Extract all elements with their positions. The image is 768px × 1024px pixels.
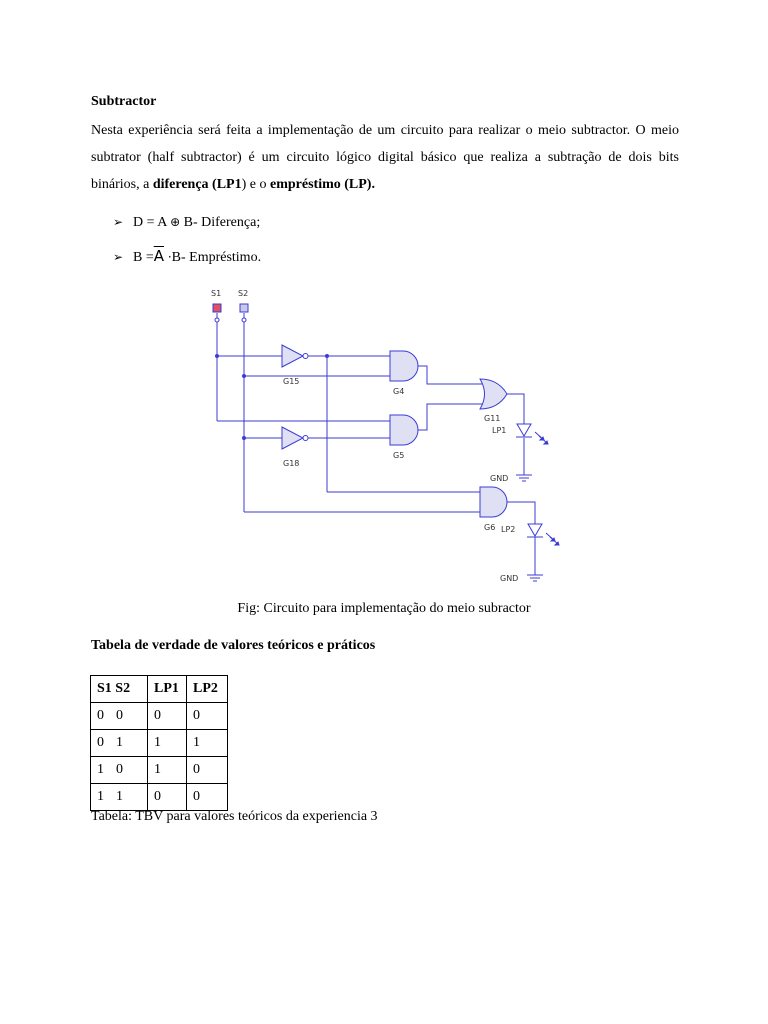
- ground-icon: [527, 575, 543, 581]
- and-dot: ·: [164, 250, 172, 264]
- header-lp1: LP1: [148, 676, 187, 703]
- cell-s1: 1: [97, 762, 104, 777]
- led-lp2-icon: [527, 524, 559, 545]
- or-gate-g11: [480, 379, 507, 409]
- paragraph-text-2: ) e o: [241, 177, 270, 192]
- label-lp1: LP1: [492, 426, 507, 435]
- cell-lp2: 0: [187, 784, 228, 811]
- label-g6: G6: [484, 523, 496, 532]
- truth-table: [90, 675, 228, 811]
- figure-caption: Fig: Circuito para implementação do meio subractor: [237, 601, 531, 616]
- and-gate-g4: [390, 351, 418, 381]
- cell-lp2: 1: [187, 730, 228, 757]
- switch-s2[interactable]: [240, 304, 248, 312]
- cell-s1: 0: [97, 708, 104, 723]
- header-lp2: LP2: [187, 676, 228, 703]
- paragraph-bold-1: diferença (LP1: [152, 177, 242, 192]
- table-row: [91, 784, 228, 811]
- header-s1s2: S1 S2: [91, 676, 148, 703]
- led-lp1-icon: [516, 424, 548, 444]
- switch-s1[interactable]: [213, 304, 221, 312]
- section-heading: Subtractor: [91, 94, 157, 109]
- xor-symbol: ⊕: [170, 215, 181, 229]
- intro-paragraph: [91, 117, 679, 198]
- eq-lhs: B =: [133, 250, 154, 265]
- cell-s2: 1: [116, 735, 123, 750]
- and-gate-g5: [390, 415, 418, 445]
- eq-rhs: B- Diferença;: [180, 215, 261, 230]
- label-lp2: LP2: [501, 525, 516, 534]
- table-row: [91, 757, 228, 784]
- label-gnd-2: GND: [500, 574, 519, 583]
- cell-lp2: 0: [187, 757, 228, 784]
- paragraph-bold-2: empréstimo (LP).: [270, 177, 375, 192]
- not-gate-g18: [282, 427, 308, 449]
- bullet-borrow: [113, 247, 261, 266]
- table-caption: Tabela: TBV para valores teóricos da experiencia 3: [91, 809, 378, 824]
- not-gate-g15: [282, 345, 308, 367]
- cell-s2: 0: [116, 762, 123, 777]
- not-a-symbol: $\overline{A}$: [153, 247, 164, 265]
- label-g18: G18: [283, 459, 300, 468]
- cell-s2: 1: [116, 789, 123, 804]
- ground-icon: [516, 475, 532, 481]
- label-gnd-1: GND: [490, 474, 509, 483]
- cell-s2: 0: [116, 708, 123, 723]
- cell-lp1: 0: [148, 784, 187, 811]
- eq-lhs: D = A: [133, 215, 171, 230]
- label-g5: G5: [393, 451, 405, 460]
- label-g11: G11: [484, 414, 501, 423]
- paragraph-text-1: Nesta experiência será feita a implementação de um circuito para realizar o meio subtractor. O meio subtrator (half subtractor) é um circuito lógico digital básico que realiza a subtração de dois bits binários, a: [91, 123, 679, 192]
- label-g4: G4: [393, 387, 405, 396]
- table-row: [91, 703, 228, 730]
- and-gate-g6: [480, 487, 507, 517]
- table-header-row: [91, 676, 228, 703]
- label-g15: G15: [283, 377, 300, 386]
- bullet-difference: [113, 215, 260, 231]
- cell-lp1: 1: [148, 730, 187, 757]
- bullet-arrow-icon: ➢: [113, 215, 124, 229]
- label-s1: S1: [211, 289, 222, 298]
- table-row: [91, 730, 228, 757]
- cell-s1: 1: [97, 789, 104, 804]
- label-s2: S2: [238, 289, 249, 298]
- bullet-arrow-icon: ➢: [113, 250, 124, 264]
- half-subtractor-circuit: [200, 285, 570, 590]
- table-title: Tabela de verdade de valores teóricos e práticos: [91, 638, 376, 653]
- cell-s1: 0: [97, 735, 104, 750]
- eq-rhs: B- Empréstimo.: [171, 250, 262, 265]
- cell-lp1: 0: [148, 703, 187, 730]
- cell-lp1: 1: [148, 757, 187, 784]
- cell-lp2: 0: [187, 703, 228, 730]
